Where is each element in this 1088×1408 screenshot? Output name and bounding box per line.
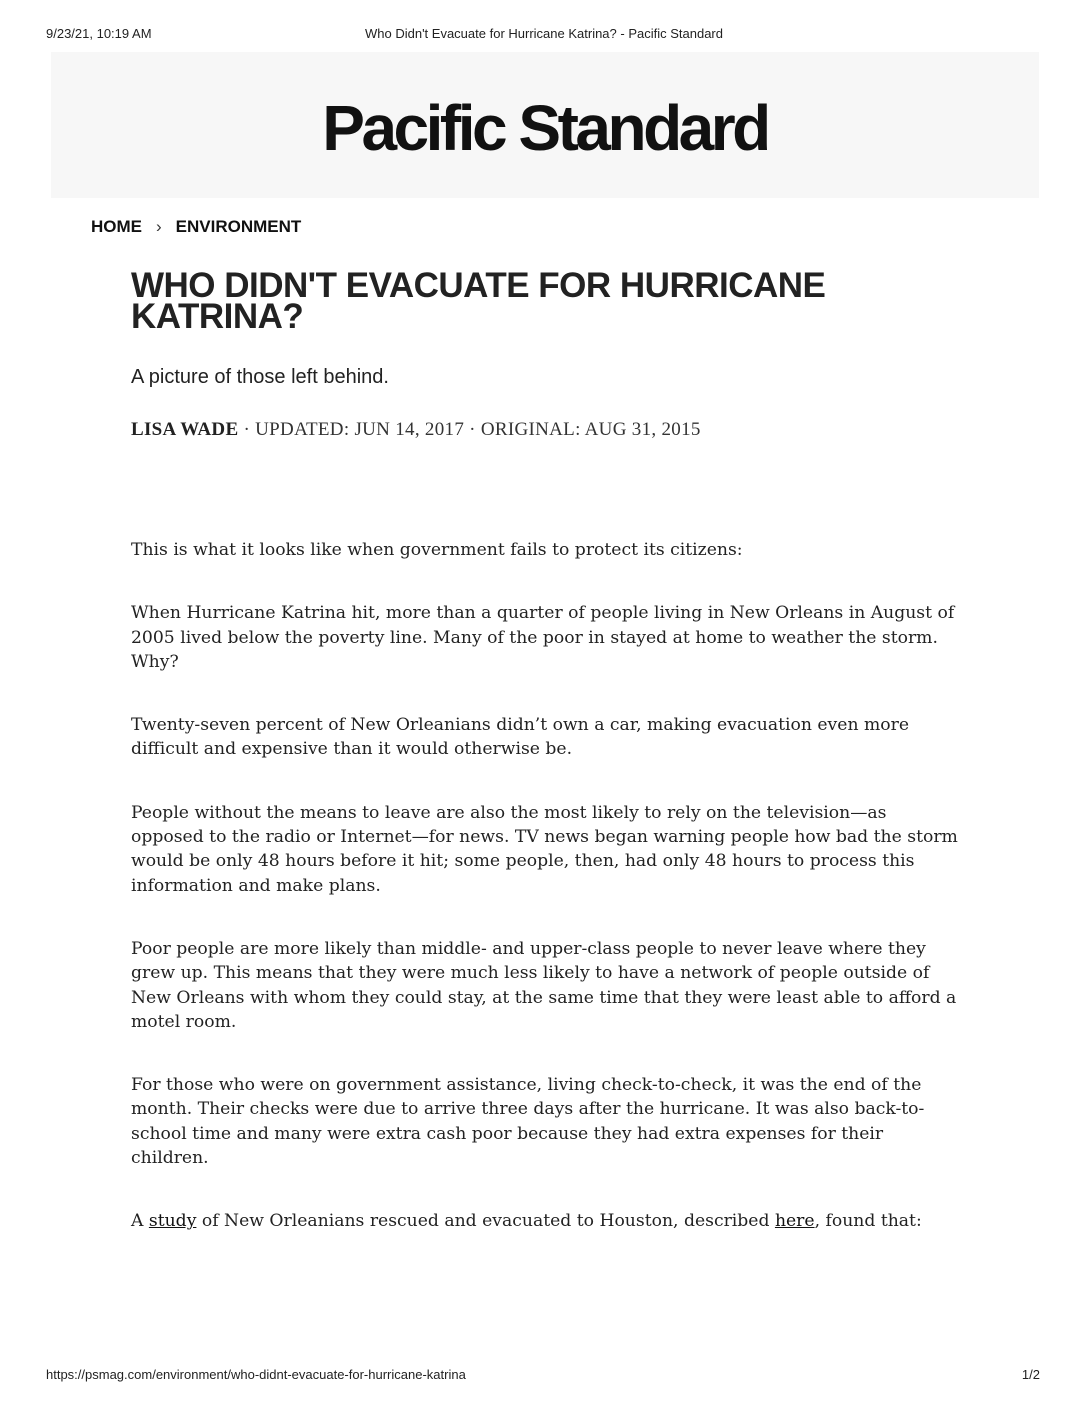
paragraph: People without the means to leave are also the most likely to rely on the television—as opposed to the radio or Internet—for news. TV news began warning people how bad the storm would be only 48 hours before it hit; some people, then, had only 48 hours to process this information and make plans. — [131, 802, 958, 896]
paragraph-text: , found that: — [814, 1211, 922, 1232]
print-page-number: 1/2 — [1021, 1367, 1040, 1382]
paragraph-text: A — [131, 1211, 149, 1232]
author-link[interactable]: LISA WADE — [131, 419, 239, 440]
masthead — [51, 52, 1039, 198]
article-dates: · UPDATED: JUN 14, 2017 · ORIGINAL: AUG 31, 2015 — [238, 419, 701, 440]
print-datetime: 9/23/21, 10:19 AM — [46, 26, 152, 41]
chevron-right-icon: › — [156, 217, 162, 236]
study-link[interactable]: study — [148, 1211, 197, 1232]
paragraph: Poor people are more likely than middle- and upper-class people to never leave where they grew up. This means that they were much less likely to have a network of people outside of New Orleans with whom they could stay, at the same time that they were least able to afford a motel room. — [131, 938, 957, 1032]
site-logo[interactable]: Pacific Standard — [322, 92, 768, 164]
paragraph-text: of New Orleanians rescued and evacuated to Houston, described — [196, 1211, 775, 1232]
print-footer — [0, 1367, 1088, 1385]
print-url: https://psmag.com/environment/who-didnt-evacuate-for-hurricane-katrina — [46, 1367, 466, 1382]
here-link[interactable]: here — [774, 1211, 815, 1232]
article-dek: A picture of those left behind. — [131, 366, 389, 388]
article-byline — [131, 419, 701, 441]
article-headline: WHO DIDN'T EVACUATE FOR HURRICANE KATRINA? — [131, 266, 826, 336]
breadcrumb — [91, 217, 301, 237]
breadcrumb-environment[interactable]: ENVIRONMENT — [175, 217, 302, 236]
breadcrumb-home[interactable]: HOME — [91, 217, 142, 236]
paragraph: For those who were on government assistance, living check-to-check, it was the end of the month. Their checks were due to arrive three days after the hurricane. It was also back-to-school time and many were extra cash poor because they had extra expenses for their children. — [131, 1075, 925, 1169]
article-body — [131, 538, 961, 1273]
paragraph-study — [131, 1209, 961, 1233]
print-header — [0, 26, 1088, 44]
print-page-title: Who Didn't Evacuate for Hurricane Katrina? - Pacific Standard — [365, 26, 723, 41]
paragraph: When Hurricane Katrina hit, more than a quarter of people living in New Orleans in August of 2005 lived below the poverty line. Many of the poor in stayed at home to weather the storm. Why? — [131, 603, 955, 672]
paragraph: Twenty-seven percent of New Orleanians didn’t own a car, making evacuation even more difficult and expensive than it would otherwise be. — [131, 715, 910, 760]
paragraph: This is what it looks like when government fails to protect its citizens: — [131, 540, 743, 560]
